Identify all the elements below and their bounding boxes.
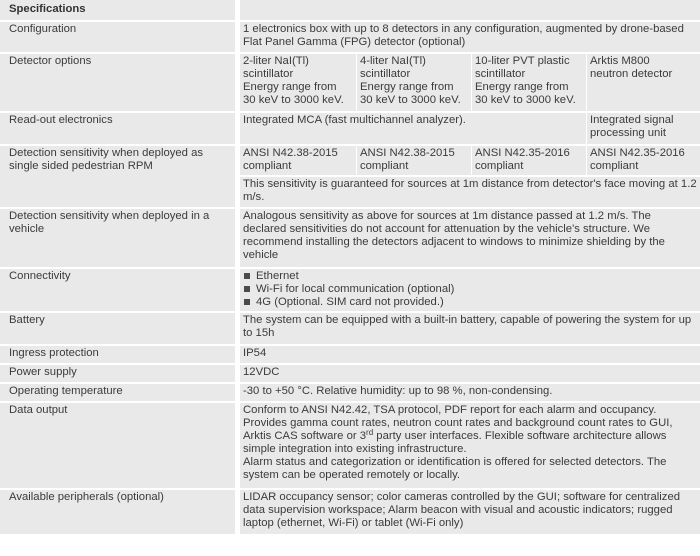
row-ingress <box>0 344 700 363</box>
value-data-output: Conform to ANSI N42.42, TSA protocol, PDF report for each alarm and occupancy. Provides gamma count rates, neutron count rates and background count rates to GUI, Arktis CAS software or 3rd party user interfaces. Flexible software architecture allows simple integration into existing infrastructure. Alarm status and categorization or identification is offered for selected detectors. The system can be operated remotely or locally. <box>240 401 700 488</box>
value-battery: The system can be equipped with a built-in battery, capable of powering the system for up to 15h <box>240 311 700 344</box>
row-detector-options <box>0 52 700 111</box>
value-vehicle: Analogous sensitivity as above for sources at 1m distance passed at 1.2 m/s. The declared sensitivities do not account for attenuation by the vehicle's structure. We recommend installing the detectors adjacent to windows to minimize shielding by the vehicle <box>240 207 700 267</box>
value-temperature: -30 to +50 °C. Relative humidity: up to 98 %, non-condensing. <box>240 382 700 401</box>
row-configuration <box>0 20 700 52</box>
detector-option-2: 4-liter NaI(Tl) scintillator Energy range from 30 keV to 3000 keV. <box>356 52 471 111</box>
list-item: Wi-Fi for local communication (optional) <box>243 283 697 296</box>
list-item: Ethernet <box>243 270 697 283</box>
value-configuration: 1 electronics box with up to 8 detectors in any configuration, augmented by drone-based Flat Panel Gamma (FPG) detector (optional) <box>240 20 700 52</box>
standard-3: ANSI N42.35-2016 compliant <box>471 144 586 175</box>
label-connectivity: Connectivity <box>0 267 240 311</box>
label-data-output: Data output <box>0 401 240 488</box>
value-connectivity <box>240 267 700 311</box>
row-battery <box>0 311 700 344</box>
value-readout-side: Integrated signal processing unit <box>586 111 700 144</box>
row-data-output <box>0 401 700 488</box>
detector-option-4: Arktis M800 neutron detector <box>586 52 700 111</box>
label-temperature: Operating temperature <box>0 382 240 401</box>
label-detector-options: Detector options <box>0 52 240 111</box>
header-row <box>0 0 700 20</box>
value-power: 12VDC <box>240 363 700 382</box>
superscript: rd <box>366 428 374 437</box>
row-readout <box>0 111 700 144</box>
detector-option-3: 10-liter PVT plastic scintillator Energy range from 30 keV to 3000 keV. <box>471 52 586 111</box>
standard-1: ANSI N42.38-2015 compliant <box>240 144 356 175</box>
label-peripherals: Available peripherals (optional) <box>0 488 240 534</box>
row-connectivity <box>0 267 700 311</box>
value-pedestrian-note: This sensitivity is guaranteed for sources at 1m distance from detector's face moving at 1.2 m/s. <box>240 175 700 207</box>
value-ingress: IP54 <box>240 344 700 363</box>
row-power <box>0 363 700 382</box>
label-battery: Battery <box>0 311 240 344</box>
row-peripherals <box>0 488 700 534</box>
row-temperature <box>0 382 700 401</box>
table-header-title: Specifications <box>0 0 240 20</box>
label-ingress: Ingress protection <box>0 344 240 363</box>
label-pedestrian: Detection sensitivity when deployed as single sided pedestrian RPM <box>0 144 240 207</box>
value-readout: Integrated MCA (fast multichannel analyzer). <box>240 111 586 144</box>
label-power: Power supply <box>0 363 240 382</box>
list-item: 4G (Optional. SIM card not provided.) <box>243 296 697 309</box>
detector-option-1: 2-liter NaI(Tl) scintillator Energy range from 30 keV to 3000 keV. <box>240 52 356 111</box>
table-header-blank <box>240 0 700 20</box>
row-vehicle <box>0 207 700 267</box>
connectivity-list <box>243 270 697 309</box>
standard-4: ANSI N42.35-2016 compliant <box>586 144 700 175</box>
label-vehicle: Detection sensitivity when deployed in a vehicle <box>0 207 240 267</box>
value-peripherals: LIDAR occupancy sensor; color cameras controlled by the GUI; software for centralized data supervision workspace; Alarm beacon with visual and acoustic indicators; rugged laptop (ethernet, Wi-Fi) or tablet (Wi-Fi only) <box>240 488 700 534</box>
label-readout: Read-out electronics <box>0 111 240 144</box>
label-configuration: Configuration <box>0 20 240 52</box>
row-pedestrian <box>0 144 700 175</box>
standard-2: ANSI N42.38-2015 compliant <box>356 144 471 175</box>
